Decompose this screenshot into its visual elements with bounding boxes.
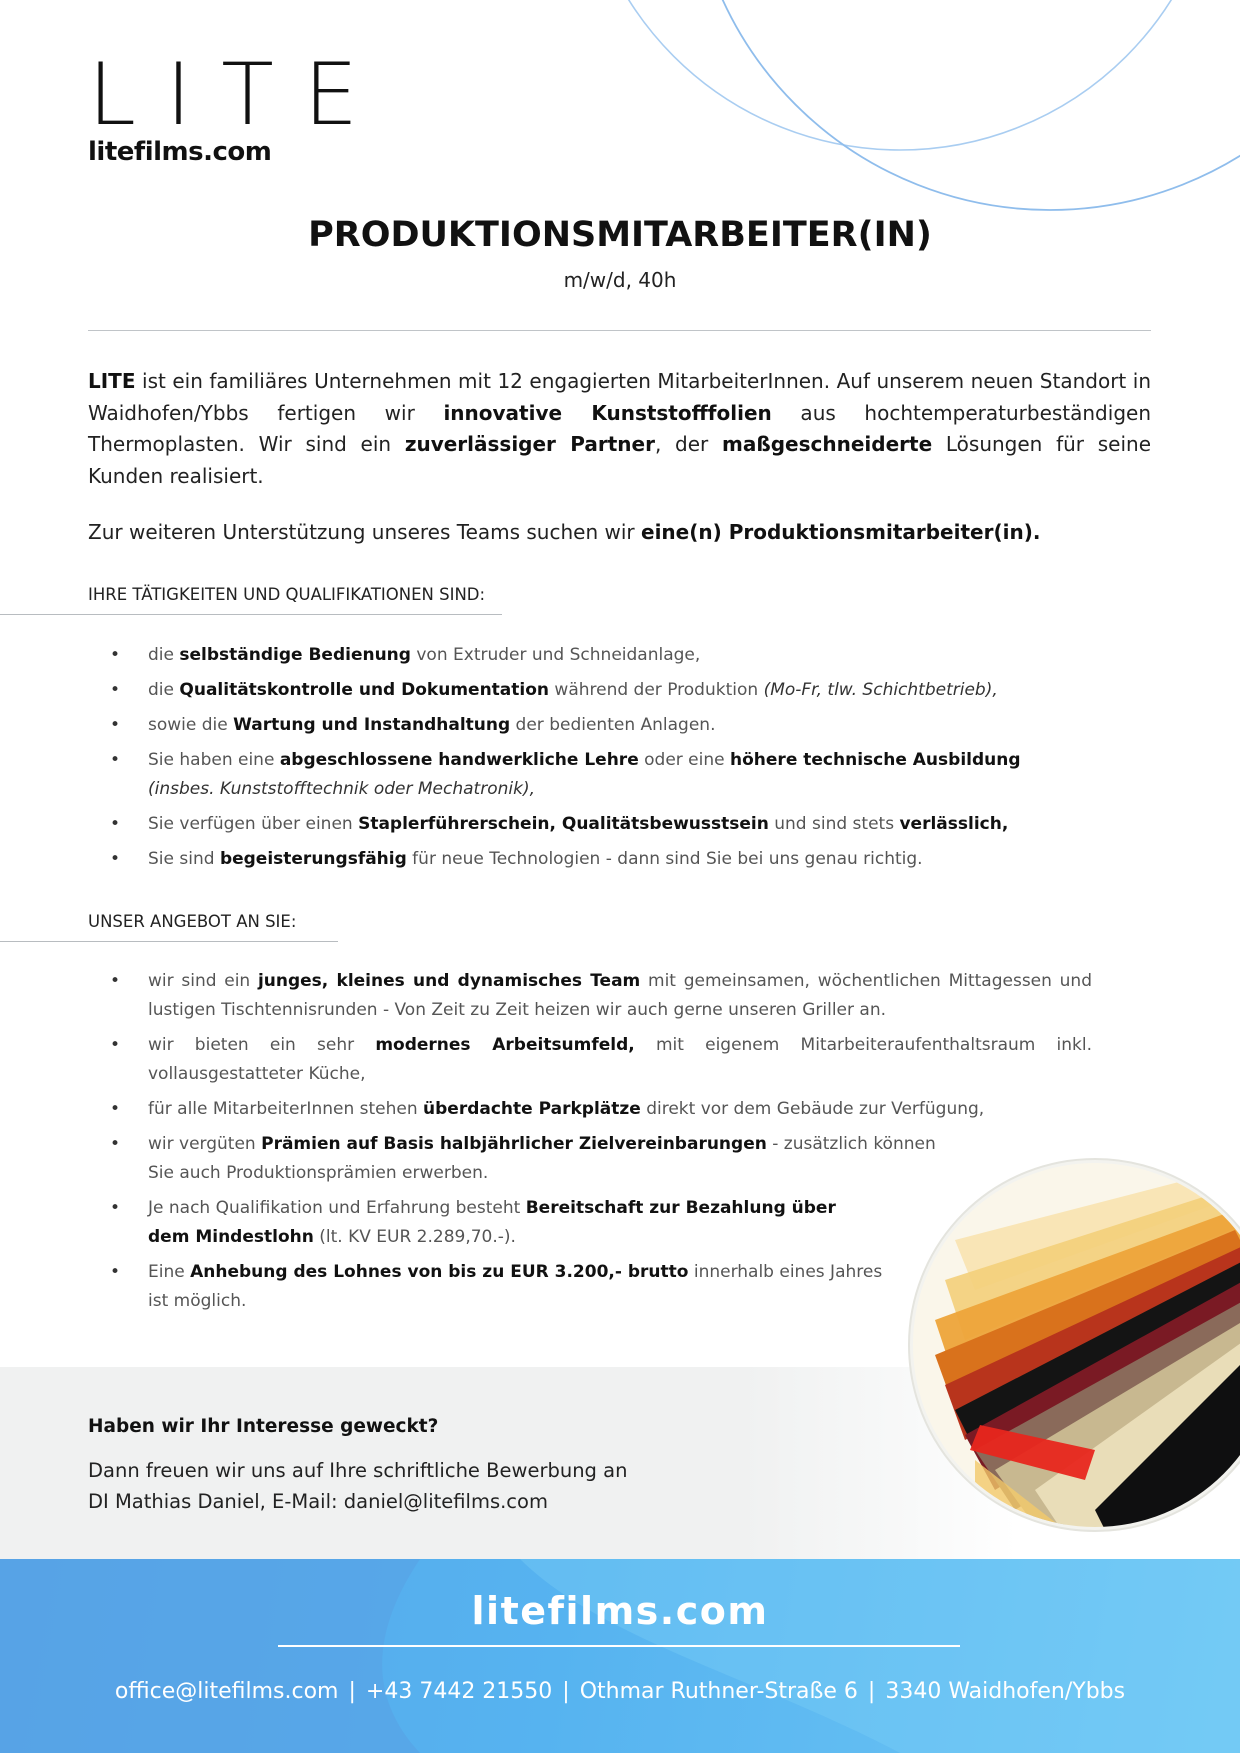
- footer-phone[interactable]: +43 7442 21550: [365, 1679, 553, 1704]
- list-item: • die selbständige Bedienung von Extruder und Schneidanlage,: [0, 641, 1050, 670]
- footer-street: Othmar Ruthner-Straße 6: [579, 1679, 858, 1704]
- bullet-icon: •: [110, 750, 121, 770]
- bullet-icon: •: [110, 849, 121, 869]
- bullet-icon: •: [110, 971, 121, 991]
- bullet-icon: •: [110, 1198, 121, 1218]
- contact-person-email[interactable]: DI Mathias Daniel, E-Mail: daniel@litefilms.com: [88, 1490, 548, 1513]
- bullet-icon: •: [110, 1262, 121, 1282]
- tasks-list: [0, 641, 1050, 874]
- footer-website[interactable]: litefilms.com: [471, 1589, 769, 1633]
- intro-paragraph: LITE ist ein familiäres Unternehmen mit 12 engagierten MitarbeiterInnen. Auf unserem neuen Standort in Waidhofen/Ybbs fertigen wir innovative Kunststofffolien aus hochtemperaturbeständigen Thermoplasten. Wir sind ein zuverlässiger Partner, der maßgeschneiderte Lösungen für seine Kunden realisiert.: [88, 369, 1152, 488]
- logo-url[interactable]: litefilms.com: [88, 137, 272, 167]
- bullet-icon: •: [110, 1134, 121, 1154]
- bullet-icon: •: [110, 715, 121, 735]
- list-item: • für alle MitarbeiterInnen stehen überdachte Parkplätze direkt vor dem Gebäude zur Verfügung,: [0, 1095, 1092, 1124]
- list-item: • sowie die Wartung und Instandhaltung der bedienten Anlagen.: [0, 711, 1050, 740]
- list-item: • Sie sind begeisterungsfähig für neue Technologien - dann sind Sie bei uns genau richtig.: [0, 845, 1050, 874]
- list-item: • wir sind ein junges, kleines und dynamisches Team mit gemeinsamen, wöchentlichen Mittagessen und lustigen Tischtennisrunden - Von Zeit zu Zeit heizen wir auch gerne unseren Griller an.: [0, 967, 1092, 1025]
- bullet-icon: •: [110, 1035, 121, 1055]
- offer-heading: UNSER ANGEBOT AN SIE:: [88, 912, 297, 931]
- plastic-films-image: [895, 1150, 1240, 1540]
- bullet-icon: •: [110, 680, 121, 700]
- title-divider: [88, 330, 1151, 331]
- list-item: • Sie verfügen über einen Staplerführerschein, Qualitätsbewusstsein und sind stets verlässlich,: [0, 810, 1050, 839]
- bullet-icon: •: [110, 814, 121, 834]
- footer-divider: [278, 1645, 960, 1647]
- list-item: • Eine Anhebung des Lohnes von bis zu EUR 3.200,- brutto innerhalb eines Jahres ist möglich.: [0, 1258, 1092, 1316]
- list-item: • Je nach Qualifikation und Erfahrung besteht Bereitschaft zur Bezahlung über dem Mindestlohn (lt. KV EUR 2.289,70.-).: [0, 1194, 1092, 1252]
- list-item: • wir bieten ein sehr modernes Arbeitsumfeld, mit eigenem Mitarbeiteraufenthaltsraum inkl. vollausgestatteter Küche,: [0, 1031, 1092, 1089]
- search-statement: Zur weiteren Unterstützung unseres Teams suchen wir eine(n) Produktionsmitarbeiter(in).: [88, 520, 1041, 544]
- footer-contact-line: office@litefilms.com | +43 7442 21550 | Othmar Ruthner-Straße 6 | 3340 Waidhofen/Ybbs: [114, 1679, 1126, 1704]
- footer-city: 3340 Waidhofen/Ybbs: [885, 1679, 1126, 1704]
- contact-question: Haben wir Ihr Interesse geweckt?: [88, 1416, 439, 1437]
- tasks-heading-rule: [0, 614, 502, 615]
- job-title: PRODUKTIONSMITARBEITER(IN): [308, 215, 932, 255]
- company-name: LITE: [88, 369, 136, 393]
- offer-heading-rule: [0, 941, 338, 942]
- bullet-icon: •: [110, 1099, 121, 1119]
- contact-line: Dann freuen wir uns auf Ihre schriftliche Bewerbung an: [88, 1459, 628, 1482]
- footer-email[interactable]: office@litefilms.com: [114, 1679, 339, 1704]
- footer: [0, 1559, 1240, 1753]
- list-item: • die Qualitätskontrolle und Dokumentation während der Produktion (Mo-Fr, tlw. Schichtbetrieb),: [0, 676, 1050, 705]
- tasks-heading: IHRE TÄTIGKEITEN UND QUALIFIKATIONEN SIND:: [88, 585, 486, 604]
- list-item: • wir vergüten Prämien auf Basis halbjährlicher Zielvereinbarungen - zusätzlich können Sie auch Produktionsprämien erwerben.: [0, 1130, 1092, 1188]
- lite-logo: LITE: [88, 45, 389, 145]
- bullet-icon: •: [110, 645, 121, 665]
- list-item: • Sie haben eine abgeschlossene handwerkliche Lehre oder eine höhere technische Ausbildung (insbes. Kunststofftechnik oder Mechatronik),: [0, 746, 1050, 804]
- job-subtitle: m/w/d, 40h: [563, 268, 677, 292]
